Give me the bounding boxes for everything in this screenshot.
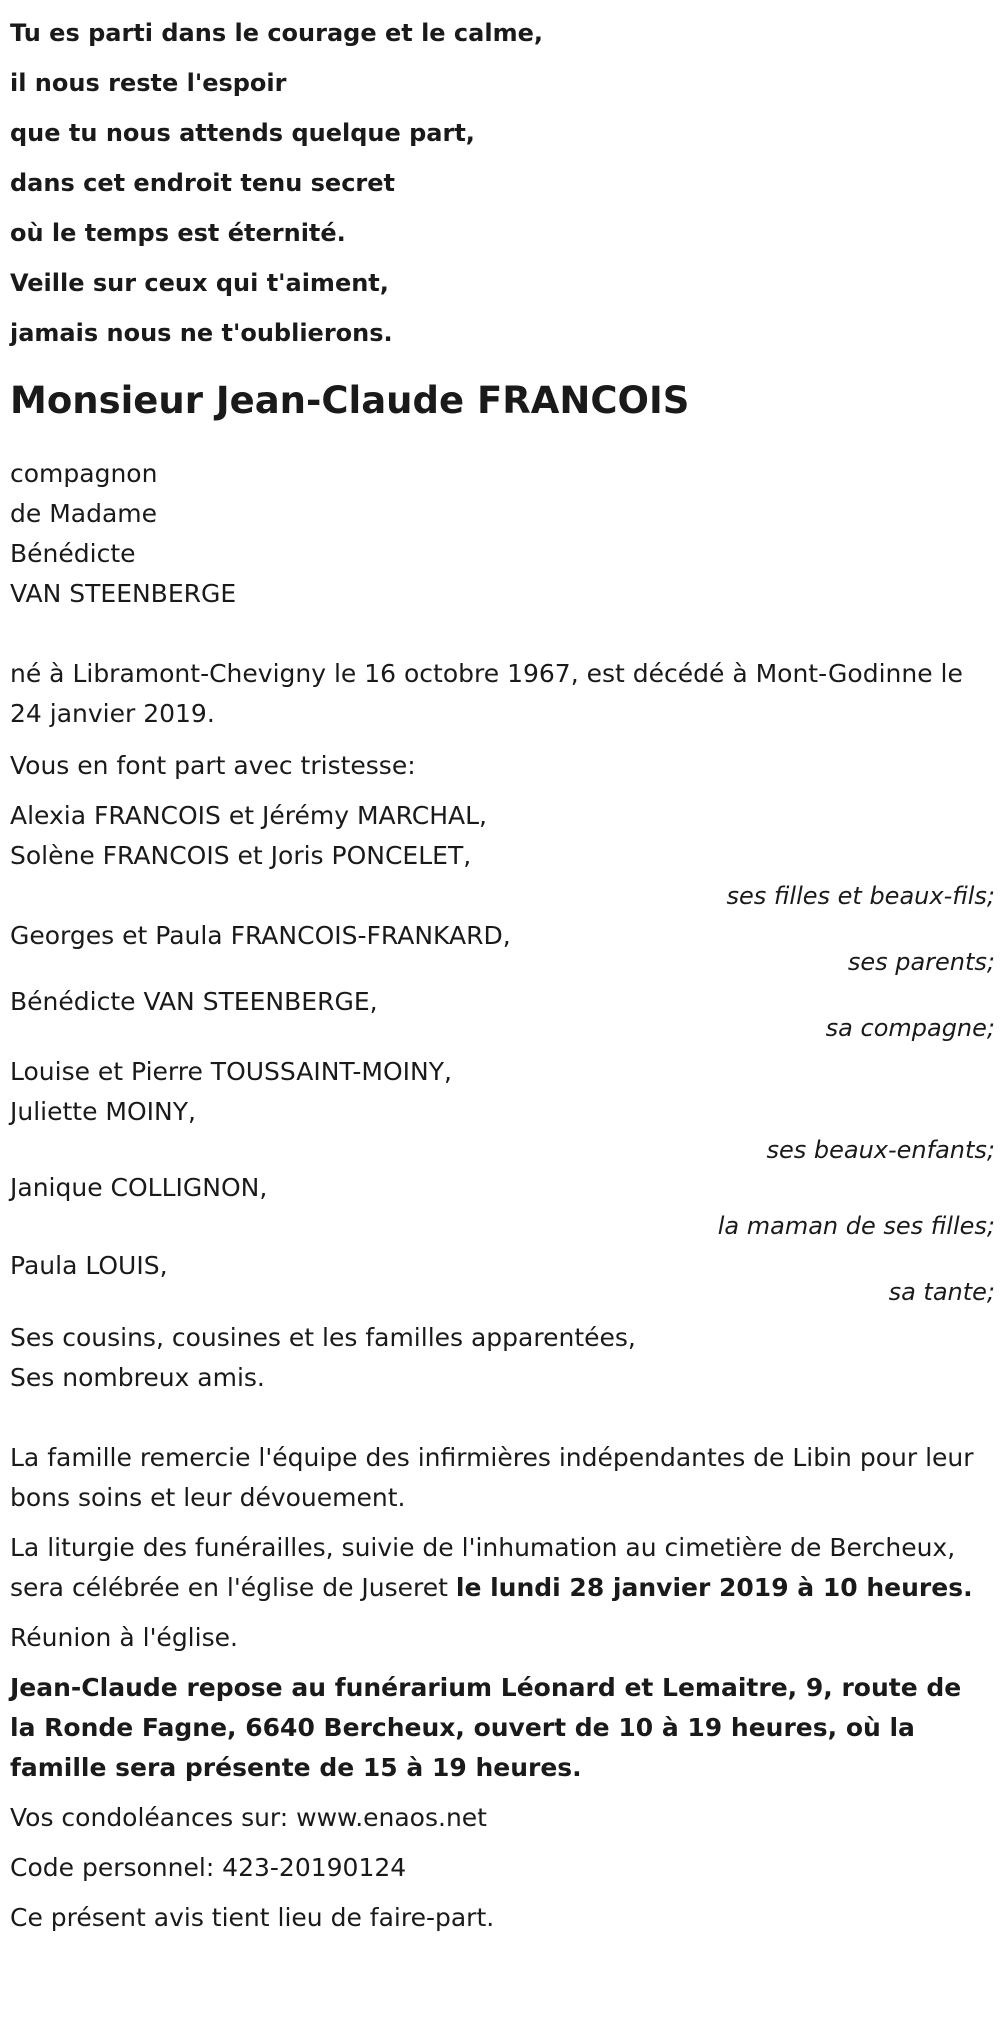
poem-line: où le temps est éternité. — [10, 219, 346, 247]
poem-line: que tu nous attends quelque part, — [10, 119, 475, 147]
liturgy-date: le lundi 28 janvier 2019 à 10 heures. — [455, 1573, 973, 1602]
companion-block — [10, 454, 995, 614]
funerarium-text: Jean-Claude repose au funérarium Léonard et Lemaitre, 9, route de la Ronde Fagne, 6640 Bercheux, ouvert de 10 à 19 heures, où la famille sera présente de 15 à 19 heures. — [10, 1673, 962, 1782]
family-relation: ses beaux-enfants; — [766, 1136, 995, 1164]
extended-family-line: Ses nombreux amis. — [10, 1363, 265, 1392]
family-group — [10, 1052, 995, 1170]
family-relation: sa compagne; — [825, 1014, 995, 1042]
family-member-name: Georges et Paula FRANCOIS-FRANKARD, — [10, 921, 511, 950]
family-list — [10, 796, 995, 1312]
family-group — [10, 1246, 995, 1312]
family-member-name: Juliette MOINY, — [10, 1097, 196, 1126]
deceased-name-title: Monsieur Jean-Claude FRANCOIS — [10, 379, 690, 422]
family-relation: la maman de ses filles; — [717, 1212, 995, 1240]
companion-line: VAN STEENBERGE — [10, 579, 237, 608]
companion-line: compagnon — [10, 459, 158, 488]
obituary-content — [10, 0, 995, 1938]
extended-family — [10, 1318, 995, 1398]
condolences-text: Vos condoléances sur: www.enaos.net — [10, 1803, 487, 1832]
liturgy-text-normal: La liturgie des funérailles, suivie de l'inhumation au cimetière de Bercheux, sera célébrée en l'église de Juseret — [10, 1533, 956, 1602]
poem-line: Tu es parti dans le courage et le calme, — [10, 19, 543, 47]
family-group — [10, 916, 995, 982]
family-member-name: Paula LOUIS, — [10, 1251, 168, 1280]
family-relation: ses filles et beaux-fils; — [726, 882, 995, 910]
family-relation: sa tante; — [888, 1278, 995, 1306]
family-member-name: Louise et Pierre TOUSSAINT-MOINY, — [10, 1057, 452, 1086]
family-group — [10, 796, 995, 916]
poem-line: dans cet endroit tenu secret — [10, 169, 396, 197]
family-member-name: Janique COLLIGNON, — [10, 1173, 268, 1202]
family-relation: ses parents; — [847, 948, 995, 976]
companion-line: Bénédicte — [10, 539, 136, 568]
family-member-name: Bénédicte VAN STEENBERGE, — [10, 987, 378, 1016]
family-group — [10, 982, 995, 1048]
family-member-name: Alexia FRANCOIS et Jérémy MARCHAL, — [10, 801, 487, 830]
family-group — [10, 1168, 995, 1246]
companion-line: de Madame — [10, 499, 158, 528]
notice-text: Ce présent avis tient lieu de faire-part. — [10, 1903, 495, 1932]
poem-line: jamais nous ne t'oublierons. — [10, 319, 393, 347]
reunion-text: Réunion à l'église. — [10, 1623, 238, 1652]
poem-line: il nous reste l'espoir — [10, 69, 287, 97]
liturgy-text — [10, 1528, 995, 1608]
announcement-intro: Vous en font part avec tristesse: — [10, 751, 416, 780]
thanks-text: La famille remercie l'équipe des infirmières indépendantes de Libin pour leur bons soins et leur dévouement. — [10, 1443, 974, 1512]
personal-code-text: Code personnel: 423-20190124 — [10, 1853, 407, 1882]
birth-death-text: né à Libramont-Chevigny le 16 octobre 1967, est décédé à Mont-Godinne le 24 janvier 2019. — [10, 659, 963, 728]
family-member-name: Solène FRANCOIS et Joris PONCELET, — [10, 841, 472, 870]
extended-family-line: Ses cousins, cousines et les familles apparentées, — [10, 1323, 636, 1352]
poem-line: Veille sur ceux qui t'aiment, — [10, 269, 389, 297]
poem — [10, 8, 995, 358]
